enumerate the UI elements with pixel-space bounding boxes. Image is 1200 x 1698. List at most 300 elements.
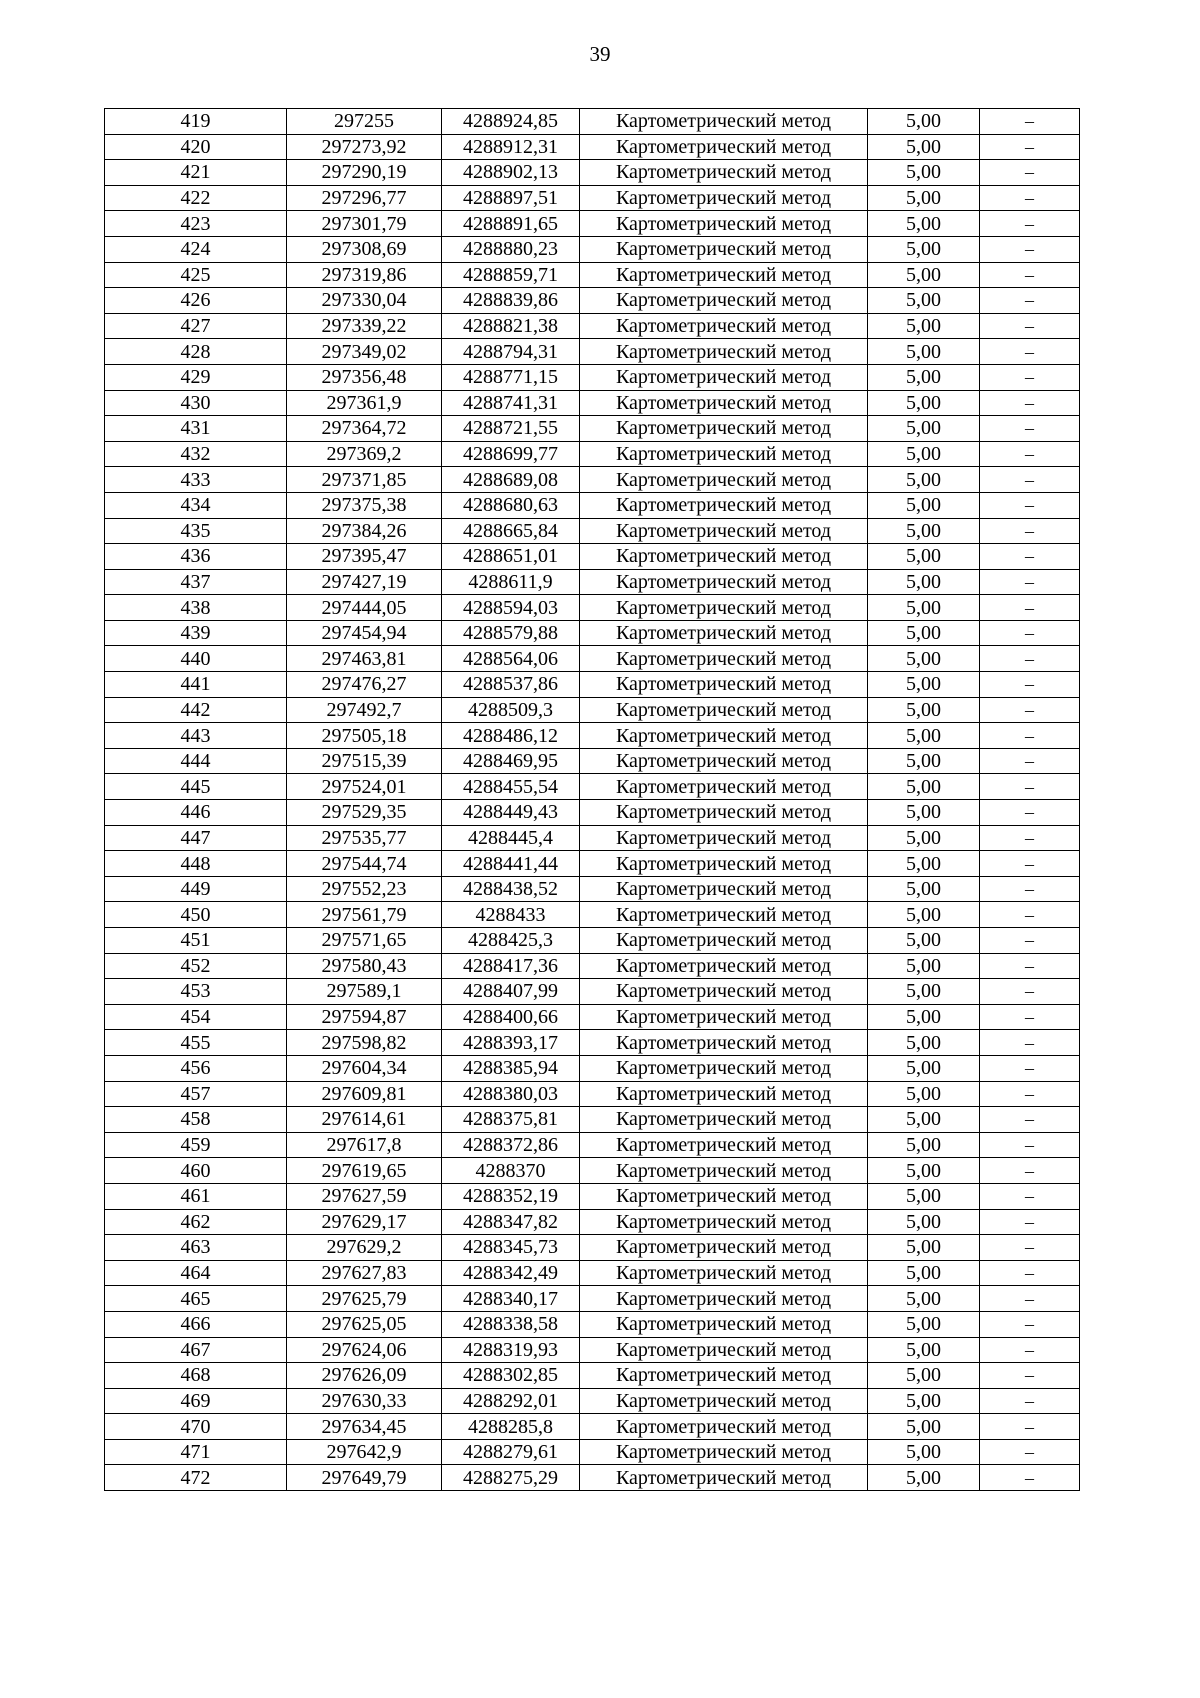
point-number-cell: 429 xyxy=(105,364,287,390)
method-cell: Картометрический метод xyxy=(580,1081,868,1107)
method-cell: Картометрический метод xyxy=(580,1055,868,1081)
precision-cell: 5,00 xyxy=(868,364,980,390)
precision-cell: 5,00 xyxy=(868,723,980,749)
method-cell: Картометрический метод xyxy=(580,1286,868,1312)
point-number-cell: 467 xyxy=(105,1337,287,1363)
method-cell: Картометрический метод xyxy=(580,672,868,698)
precision-cell: 5,00 xyxy=(868,1030,980,1056)
table-row xyxy=(105,1030,1080,1056)
y-coordinate-cell: 4288680,63 xyxy=(442,492,580,518)
x-coordinate-cell: 297552,23 xyxy=(287,876,442,902)
precision-cell: 5,00 xyxy=(868,1286,980,1312)
description-cell: – xyxy=(980,160,1080,186)
precision-cell: 5,00 xyxy=(868,620,980,646)
description-cell: – xyxy=(980,339,1080,365)
precision-cell: 5,00 xyxy=(868,467,980,493)
description-cell: – xyxy=(980,646,1080,672)
table-row xyxy=(105,1388,1080,1414)
method-cell: Картометрический метод xyxy=(580,1363,868,1389)
description-cell: – xyxy=(980,748,1080,774)
precision-cell: 5,00 xyxy=(868,774,980,800)
table-row xyxy=(105,672,1080,698)
precision-cell: 5,00 xyxy=(868,441,980,467)
point-number-cell: 459 xyxy=(105,1132,287,1158)
precision-cell: 5,00 xyxy=(868,1337,980,1363)
method-cell: Картометрический метод xyxy=(580,236,868,262)
table-row xyxy=(105,979,1080,1005)
precision-cell: 5,00 xyxy=(868,211,980,237)
table-row xyxy=(105,339,1080,365)
y-coordinate-cell: 4288897,51 xyxy=(442,185,580,211)
point-number-cell: 437 xyxy=(105,569,287,595)
precision-cell: 5,00 xyxy=(868,185,980,211)
x-coordinate-cell: 297505,18 xyxy=(287,723,442,749)
precision-cell: 5,00 xyxy=(868,339,980,365)
method-cell: Картометрический метод xyxy=(580,851,868,877)
point-number-cell: 451 xyxy=(105,928,287,954)
x-coordinate-cell: 297629,17 xyxy=(287,1209,442,1235)
method-cell: Картометрический метод xyxy=(580,492,868,518)
description-cell: – xyxy=(980,544,1080,570)
y-coordinate-cell: 4288441,44 xyxy=(442,851,580,877)
y-coordinate-cell: 4288347,82 xyxy=(442,1209,580,1235)
point-number-cell: 440 xyxy=(105,646,287,672)
point-number-cell: 427 xyxy=(105,313,287,339)
description-cell: – xyxy=(980,672,1080,698)
x-coordinate-cell: 297395,47 xyxy=(287,544,442,570)
table-row xyxy=(105,1107,1080,1133)
precision-cell: 5,00 xyxy=(868,800,980,826)
description-cell: – xyxy=(980,1158,1080,1184)
method-cell: Картометрический метод xyxy=(580,518,868,544)
description-cell: – xyxy=(980,1081,1080,1107)
y-coordinate-cell: 4288352,19 xyxy=(442,1183,580,1209)
method-cell: Картометрический метод xyxy=(580,1465,868,1491)
y-coordinate-cell: 4288721,55 xyxy=(442,416,580,442)
table-row xyxy=(105,416,1080,442)
point-number-cell: 453 xyxy=(105,979,287,1005)
y-coordinate-cell: 4288537,86 xyxy=(442,672,580,698)
description-cell: – xyxy=(980,390,1080,416)
x-coordinate-cell: 297454,94 xyxy=(287,620,442,646)
y-coordinate-cell: 4288375,81 xyxy=(442,1107,580,1133)
description-cell: – xyxy=(980,185,1080,211)
precision-cell: 5,00 xyxy=(868,953,980,979)
precision-cell: 5,00 xyxy=(868,1388,980,1414)
y-coordinate-cell: 4288338,58 xyxy=(442,1311,580,1337)
precision-cell: 5,00 xyxy=(868,313,980,339)
table-row xyxy=(105,109,1080,135)
method-cell: Картометрический метод xyxy=(580,1132,868,1158)
method-cell: Картометрический метод xyxy=(580,364,868,390)
y-coordinate-cell: 4288275,29 xyxy=(442,1465,580,1491)
table-row xyxy=(105,1286,1080,1312)
x-coordinate-cell: 297614,61 xyxy=(287,1107,442,1133)
y-coordinate-cell: 4288794,31 xyxy=(442,339,580,365)
point-number-cell: 423 xyxy=(105,211,287,237)
description-cell: – xyxy=(980,851,1080,877)
x-coordinate-cell: 297319,86 xyxy=(287,262,442,288)
description-cell: – xyxy=(980,876,1080,902)
description-cell: – xyxy=(980,569,1080,595)
y-coordinate-cell: 4288564,06 xyxy=(442,646,580,672)
x-coordinate-cell: 297515,39 xyxy=(287,748,442,774)
method-cell: Картометрический метод xyxy=(580,416,868,442)
description-cell: – xyxy=(980,1004,1080,1030)
method-cell: Картометрический метод xyxy=(580,390,868,416)
point-number-cell: 469 xyxy=(105,1388,287,1414)
x-coordinate-cell: 297609,81 xyxy=(287,1081,442,1107)
y-coordinate-cell: 4288455,54 xyxy=(442,774,580,800)
y-coordinate-cell: 4288880,23 xyxy=(442,236,580,262)
method-cell: Картометрический метод xyxy=(580,979,868,1005)
y-coordinate-cell: 4288689,08 xyxy=(442,467,580,493)
y-coordinate-cell: 4288651,01 xyxy=(442,544,580,570)
point-number-cell: 435 xyxy=(105,518,287,544)
table-body xyxy=(105,109,1080,1491)
method-cell: Картометрический метод xyxy=(580,1337,868,1363)
page-number: 39 xyxy=(589,42,611,66)
description-cell: – xyxy=(980,262,1080,288)
point-number-cell: 460 xyxy=(105,1158,287,1184)
x-coordinate-cell: 297627,83 xyxy=(287,1260,442,1286)
x-coordinate-cell: 297371,85 xyxy=(287,467,442,493)
x-coordinate-cell: 297649,79 xyxy=(287,1465,442,1491)
method-cell: Картометрический метод xyxy=(580,646,868,672)
method-cell: Картометрический метод xyxy=(580,825,868,851)
point-number-cell: 448 xyxy=(105,851,287,877)
table-row xyxy=(105,467,1080,493)
x-coordinate-cell: 297580,43 xyxy=(287,953,442,979)
y-coordinate-cell: 4288342,49 xyxy=(442,1260,580,1286)
table-row xyxy=(105,160,1080,186)
table-row xyxy=(105,313,1080,339)
y-coordinate-cell: 4288469,95 xyxy=(442,748,580,774)
precision-cell: 5,00 xyxy=(868,1132,980,1158)
table-row xyxy=(105,1337,1080,1363)
method-cell: Картометрический метод xyxy=(580,800,868,826)
precision-cell: 5,00 xyxy=(868,1465,980,1491)
precision-cell: 5,00 xyxy=(868,1235,980,1261)
y-coordinate-cell: 4288279,61 xyxy=(442,1439,580,1465)
point-number-cell: 449 xyxy=(105,876,287,902)
method-cell: Картометрический метод xyxy=(580,1388,868,1414)
description-cell: – xyxy=(980,774,1080,800)
point-number-cell: 431 xyxy=(105,416,287,442)
y-coordinate-cell: 4288486,12 xyxy=(442,723,580,749)
method-cell: Картометрический метод xyxy=(580,467,868,493)
table-row xyxy=(105,697,1080,723)
y-coordinate-cell: 4288425,3 xyxy=(442,928,580,954)
precision-cell: 5,00 xyxy=(868,902,980,928)
method-cell: Картометрический метод xyxy=(580,697,868,723)
description-cell: – xyxy=(980,1030,1080,1056)
description-cell: – xyxy=(980,697,1080,723)
x-coordinate-cell: 297384,26 xyxy=(287,518,442,544)
table-row xyxy=(105,1158,1080,1184)
table-row xyxy=(105,1235,1080,1261)
point-number-cell: 419 xyxy=(105,109,287,135)
point-number-cell: 456 xyxy=(105,1055,287,1081)
method-cell: Картометрический метод xyxy=(580,1260,868,1286)
y-coordinate-cell: 4288912,31 xyxy=(442,134,580,160)
x-coordinate-cell: 297604,34 xyxy=(287,1055,442,1081)
description-cell: – xyxy=(980,902,1080,928)
precision-cell: 5,00 xyxy=(868,109,980,135)
y-coordinate-cell: 4288302,85 xyxy=(442,1363,580,1389)
point-number-cell: 441 xyxy=(105,672,287,698)
table-row xyxy=(105,825,1080,851)
table-row xyxy=(105,1183,1080,1209)
precision-cell: 5,00 xyxy=(868,544,980,570)
x-coordinate-cell: 297619,65 xyxy=(287,1158,442,1184)
precision-cell: 5,00 xyxy=(868,1081,980,1107)
point-number-cell: 439 xyxy=(105,620,287,646)
precision-cell: 5,00 xyxy=(868,1439,980,1465)
method-cell: Картометрический метод xyxy=(580,109,868,135)
description-cell: – xyxy=(980,288,1080,314)
method-cell: Картометрический метод xyxy=(580,953,868,979)
point-number-cell: 462 xyxy=(105,1209,287,1235)
description-cell: – xyxy=(980,1286,1080,1312)
table-row xyxy=(105,1132,1080,1158)
x-coordinate-cell: 297463,81 xyxy=(287,646,442,672)
method-cell: Картометрический метод xyxy=(580,1158,868,1184)
x-coordinate-cell: 297296,77 xyxy=(287,185,442,211)
x-coordinate-cell: 297375,38 xyxy=(287,492,442,518)
x-coordinate-cell: 297444,05 xyxy=(287,595,442,621)
method-cell: Картометрический метод xyxy=(580,1183,868,1209)
y-coordinate-cell: 4288902,13 xyxy=(442,160,580,186)
x-coordinate-cell: 297301,79 xyxy=(287,211,442,237)
table-row xyxy=(105,1363,1080,1389)
y-coordinate-cell: 4288924,85 xyxy=(442,109,580,135)
point-number-cell: 471 xyxy=(105,1439,287,1465)
precision-cell: 5,00 xyxy=(868,416,980,442)
point-number-cell: 434 xyxy=(105,492,287,518)
y-coordinate-cell: 4288319,93 xyxy=(442,1337,580,1363)
precision-cell: 5,00 xyxy=(868,748,980,774)
x-coordinate-cell: 297598,82 xyxy=(287,1030,442,1056)
table-row xyxy=(105,518,1080,544)
x-coordinate-cell: 297349,02 xyxy=(287,339,442,365)
description-cell: – xyxy=(980,595,1080,621)
x-coordinate-cell: 297364,72 xyxy=(287,416,442,442)
y-coordinate-cell: 4288400,66 xyxy=(442,1004,580,1030)
x-coordinate-cell: 297627,59 xyxy=(287,1183,442,1209)
x-coordinate-cell: 297535,77 xyxy=(287,825,442,851)
method-cell: Картометрический метод xyxy=(580,544,868,570)
x-coordinate-cell: 297594,87 xyxy=(287,1004,442,1030)
description-cell: – xyxy=(980,211,1080,237)
description-cell: – xyxy=(980,1414,1080,1440)
coordinates-table xyxy=(104,108,1080,1491)
precision-cell: 5,00 xyxy=(868,825,980,851)
x-coordinate-cell: 297629,2 xyxy=(287,1235,442,1261)
precision-cell: 5,00 xyxy=(868,492,980,518)
description-cell: – xyxy=(980,1337,1080,1363)
x-coordinate-cell: 297330,04 xyxy=(287,288,442,314)
method-cell: Картометрический метод xyxy=(580,185,868,211)
y-coordinate-cell: 4288380,03 xyxy=(442,1081,580,1107)
table-row xyxy=(105,723,1080,749)
table-row xyxy=(105,774,1080,800)
point-number-cell: 438 xyxy=(105,595,287,621)
description-cell: – xyxy=(980,1439,1080,1465)
precision-cell: 5,00 xyxy=(868,1209,980,1235)
y-coordinate-cell: 4288393,17 xyxy=(442,1030,580,1056)
method-cell: Картометрический метод xyxy=(580,748,868,774)
point-number-cell: 436 xyxy=(105,544,287,570)
point-number-cell: 468 xyxy=(105,1363,287,1389)
point-number-cell: 454 xyxy=(105,1004,287,1030)
y-coordinate-cell: 4288345,73 xyxy=(442,1235,580,1261)
precision-cell: 5,00 xyxy=(868,1107,980,1133)
table-row xyxy=(105,288,1080,314)
point-number-cell: 455 xyxy=(105,1030,287,1056)
point-number-cell: 452 xyxy=(105,953,287,979)
precision-cell: 5,00 xyxy=(868,262,980,288)
point-number-cell: 458 xyxy=(105,1107,287,1133)
precision-cell: 5,00 xyxy=(868,928,980,954)
description-cell: – xyxy=(980,416,1080,442)
x-coordinate-cell: 297356,48 xyxy=(287,364,442,390)
table-row xyxy=(105,851,1080,877)
y-coordinate-cell: 4288699,77 xyxy=(442,441,580,467)
point-number-cell: 465 xyxy=(105,1286,287,1312)
x-coordinate-cell: 297625,05 xyxy=(287,1311,442,1337)
table-row xyxy=(105,364,1080,390)
method-cell: Картометрический метод xyxy=(580,1030,868,1056)
point-number-cell: 421 xyxy=(105,160,287,186)
y-coordinate-cell: 4288285,8 xyxy=(442,1414,580,1440)
method-cell: Картометрический метод xyxy=(580,620,868,646)
y-coordinate-cell: 4288372,86 xyxy=(442,1132,580,1158)
table-row xyxy=(105,262,1080,288)
method-cell: Картометрический метод xyxy=(580,595,868,621)
y-coordinate-cell: 4288407,99 xyxy=(442,979,580,1005)
table-row xyxy=(105,134,1080,160)
description-cell: – xyxy=(980,313,1080,339)
method-cell: Картометрический метод xyxy=(580,876,868,902)
description-cell: – xyxy=(980,979,1080,1005)
precision-cell: 5,00 xyxy=(868,1055,980,1081)
description-cell: – xyxy=(980,953,1080,979)
point-number-cell: 466 xyxy=(105,1311,287,1337)
table-row xyxy=(105,1081,1080,1107)
point-number-cell: 446 xyxy=(105,800,287,826)
y-coordinate-cell: 4288340,17 xyxy=(442,1286,580,1312)
point-number-cell: 470 xyxy=(105,1414,287,1440)
method-cell: Картометрический метод xyxy=(580,1209,868,1235)
x-coordinate-cell: 297544,74 xyxy=(287,851,442,877)
precision-cell: 5,00 xyxy=(868,876,980,902)
description-cell: – xyxy=(980,1107,1080,1133)
table-row xyxy=(105,876,1080,902)
table-row xyxy=(105,1465,1080,1491)
precision-cell: 5,00 xyxy=(868,518,980,544)
description-cell: – xyxy=(980,1260,1080,1286)
table-row xyxy=(105,748,1080,774)
precision-cell: 5,00 xyxy=(868,1311,980,1337)
x-coordinate-cell: 297273,92 xyxy=(287,134,442,160)
table-row xyxy=(105,1414,1080,1440)
point-number-cell: 472 xyxy=(105,1465,287,1491)
method-cell: Картометрический метод xyxy=(580,1004,868,1030)
x-coordinate-cell: 297290,19 xyxy=(287,160,442,186)
table-row xyxy=(105,620,1080,646)
description-cell: – xyxy=(980,1209,1080,1235)
y-coordinate-cell: 4288579,88 xyxy=(442,620,580,646)
y-coordinate-cell: 4288438,52 xyxy=(442,876,580,902)
description-cell: – xyxy=(980,364,1080,390)
method-cell: Картометрический метод xyxy=(580,902,868,928)
x-coordinate-cell: 297589,1 xyxy=(287,979,442,1005)
y-coordinate-cell: 4288839,86 xyxy=(442,288,580,314)
point-number-cell: 428 xyxy=(105,339,287,365)
description-cell: – xyxy=(980,723,1080,749)
x-coordinate-cell: 297634,45 xyxy=(287,1414,442,1440)
description-cell: – xyxy=(980,441,1080,467)
y-coordinate-cell: 4288292,01 xyxy=(442,1388,580,1414)
table-row xyxy=(105,928,1080,954)
method-cell: Картометрический метод xyxy=(580,313,868,339)
point-number-cell: 422 xyxy=(105,185,287,211)
description-cell: – xyxy=(980,109,1080,135)
x-coordinate-cell: 297339,22 xyxy=(287,313,442,339)
y-coordinate-cell: 4288665,84 xyxy=(442,518,580,544)
precision-cell: 5,00 xyxy=(868,979,980,1005)
point-number-cell: 447 xyxy=(105,825,287,851)
method-cell: Картометрический метод xyxy=(580,1235,868,1261)
method-cell: Картометрический метод xyxy=(580,160,868,186)
description-cell: – xyxy=(980,518,1080,544)
x-coordinate-cell: 297529,35 xyxy=(287,800,442,826)
description-cell: – xyxy=(980,1235,1080,1261)
method-cell: Картометрический метод xyxy=(580,1414,868,1440)
table-row xyxy=(105,390,1080,416)
y-coordinate-cell: 4288611,9 xyxy=(442,569,580,595)
precision-cell: 5,00 xyxy=(868,160,980,186)
precision-cell: 5,00 xyxy=(868,672,980,698)
x-coordinate-cell: 297476,27 xyxy=(287,672,442,698)
precision-cell: 5,00 xyxy=(868,697,980,723)
method-cell: Картометрический метод xyxy=(580,723,868,749)
method-cell: Картометрический метод xyxy=(580,441,868,467)
table-row xyxy=(105,646,1080,672)
table-row xyxy=(105,1260,1080,1286)
point-number-cell: 442 xyxy=(105,697,287,723)
description-cell: – xyxy=(980,134,1080,160)
point-number-cell: 432 xyxy=(105,441,287,467)
y-coordinate-cell: 4288741,31 xyxy=(442,390,580,416)
x-coordinate-cell: 297255 xyxy=(287,109,442,135)
description-cell: – xyxy=(980,1363,1080,1389)
table-row xyxy=(105,800,1080,826)
description-cell: – xyxy=(980,1465,1080,1491)
table-row xyxy=(105,953,1080,979)
description-cell: – xyxy=(980,825,1080,851)
description-cell: – xyxy=(980,1388,1080,1414)
precision-cell: 5,00 xyxy=(868,1004,980,1030)
description-cell: – xyxy=(980,1055,1080,1081)
precision-cell: 5,00 xyxy=(868,1414,980,1440)
description-cell: – xyxy=(980,1132,1080,1158)
description-cell: – xyxy=(980,1311,1080,1337)
table-row xyxy=(105,1439,1080,1465)
x-coordinate-cell: 297630,33 xyxy=(287,1388,442,1414)
table-row xyxy=(105,1311,1080,1337)
